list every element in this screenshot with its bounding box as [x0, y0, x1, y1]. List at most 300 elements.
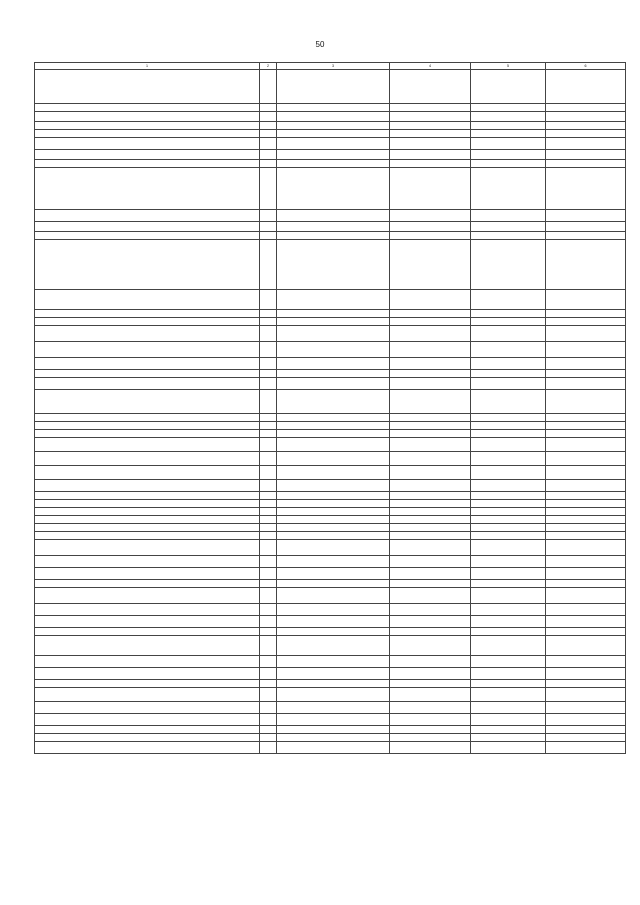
table-row: [35, 390, 626, 414]
table-cell-col-6: [546, 222, 626, 232]
table-cell-col-6: [546, 556, 626, 568]
table-cell-col-3: [277, 588, 390, 604]
table-cell-col-5: [471, 556, 546, 568]
table-cell-col-3: [277, 378, 390, 390]
table-cell-col-3: [277, 656, 390, 668]
table-cell-col-3: [277, 222, 390, 232]
table-cell-col-1: [35, 112, 260, 122]
header-cell-4: 4: [390, 63, 471, 70]
table-cell-col-5: [471, 714, 546, 726]
table-cell-col-4: [390, 160, 471, 168]
table-cell-col-3: [277, 702, 390, 714]
table-cell-col-5: [471, 122, 546, 130]
table-cell-col-3: [277, 452, 390, 466]
table-row: [35, 112, 626, 122]
table-cell-col-5: [471, 240, 546, 290]
table-cell-col-4: [390, 130, 471, 138]
table-row: [35, 318, 626, 326]
table-row: [35, 422, 626, 430]
table-cell-col-1: [35, 734, 260, 742]
table-cell-col-5: [471, 130, 546, 138]
table-cell-col-6: [546, 628, 626, 636]
table-cell-col-5: [471, 588, 546, 604]
table-cell-col-5: [471, 438, 546, 452]
table-cell-col-4: [390, 568, 471, 580]
table-cell-col-5: [471, 524, 546, 532]
table-cell-col-4: [390, 524, 471, 532]
table-cell-col-3: [277, 160, 390, 168]
table-row: [35, 616, 626, 628]
table-cell-col-3: [277, 290, 390, 310]
table-row: [35, 524, 626, 532]
table-cell-col-5: [471, 726, 546, 734]
table-cell-col-6: [546, 616, 626, 628]
table-cell-col-3: [277, 112, 390, 122]
table-cell-col-1: [35, 318, 260, 326]
table-cell-col-5: [471, 616, 546, 628]
table-cell-col-4: [390, 290, 471, 310]
table-cell-col-4: [390, 742, 471, 754]
table-cell-col-3: [277, 104, 390, 112]
table-cell-col-5: [471, 414, 546, 422]
table-row: [35, 604, 626, 616]
table-cell-col-6: [546, 342, 626, 358]
table-cell-col-1: [35, 342, 260, 358]
table-cell-col-4: [390, 240, 471, 290]
table-cell-col-1: [35, 556, 260, 568]
table-cell-col-6: [546, 358, 626, 370]
table-cell-col-6: [546, 310, 626, 318]
table-cell-col-2: [260, 656, 277, 668]
table-cell-col-6: [546, 160, 626, 168]
table-cell-col-5: [471, 378, 546, 390]
table-cell-col-2: [260, 516, 277, 524]
table-cell-col-3: [277, 628, 390, 636]
table-cell-col-6: [546, 500, 626, 508]
table-cell-col-2: [260, 532, 277, 540]
table-row: [35, 656, 626, 668]
table-cell-col-4: [390, 628, 471, 636]
table-cell-col-5: [471, 310, 546, 318]
table-cell-col-3: [277, 714, 390, 726]
table-cell-col-6: [546, 452, 626, 466]
table-cell-col-5: [471, 422, 546, 430]
table-cell-col-3: [277, 438, 390, 452]
table-cell-col-4: [390, 122, 471, 130]
table-cell-col-6: [546, 112, 626, 122]
table-cell-col-1: [35, 688, 260, 702]
table-cell-col-3: [277, 500, 390, 508]
table-cell-col-1: [35, 492, 260, 500]
table-row: [35, 500, 626, 508]
table-cell-col-1: [35, 430, 260, 438]
table-cell-col-2: [260, 480, 277, 492]
table-cell-col-1: [35, 480, 260, 492]
table-cell-col-3: [277, 556, 390, 568]
table-cell-col-2: [260, 150, 277, 160]
table-row: [35, 240, 626, 290]
table-cell-col-5: [471, 628, 546, 636]
table-cell-col-5: [471, 480, 546, 492]
table-cell-col-6: [546, 532, 626, 540]
table-cell-col-4: [390, 168, 471, 210]
table-cell-col-5: [471, 702, 546, 714]
table-cell-col-1: [35, 452, 260, 466]
table-cell-col-2: [260, 540, 277, 556]
budget-table: [34, 62, 626, 754]
table-row: [35, 714, 626, 726]
table-cell-col-5: [471, 656, 546, 668]
table-cell-col-1: [35, 714, 260, 726]
table-cell-col-6: [546, 370, 626, 378]
table-cell-col-6: [546, 580, 626, 588]
table-cell-col-5: [471, 358, 546, 370]
table-cell-col-5: [471, 668, 546, 680]
table-row: [35, 636, 626, 656]
table-cell-col-2: [260, 588, 277, 604]
table-cell-col-4: [390, 604, 471, 616]
table-cell-col-6: [546, 240, 626, 290]
table-row: [35, 726, 626, 734]
table-cell-col-1: [35, 130, 260, 138]
table-cell-col-3: [277, 540, 390, 556]
table-row: [35, 138, 626, 150]
table-row: [35, 150, 626, 160]
table-cell-col-1: [35, 232, 260, 240]
table-cell-col-2: [260, 112, 277, 122]
table-cell-col-6: [546, 422, 626, 430]
table-cell-col-5: [471, 540, 546, 556]
table-cell-col-5: [471, 734, 546, 742]
table-cell-col-6: [546, 668, 626, 680]
table-cell-col-2: [260, 500, 277, 508]
table-cell-col-3: [277, 210, 390, 222]
table-cell-col-2: [260, 688, 277, 702]
table-cell-col-6: [546, 466, 626, 480]
table-cell-col-4: [390, 492, 471, 500]
table-cell-col-4: [390, 438, 471, 452]
table-cell-col-1: [35, 604, 260, 616]
table-cell-col-4: [390, 326, 471, 342]
header-cell-3: 3: [277, 63, 390, 70]
table-cell-col-4: [390, 210, 471, 222]
table-row: [35, 492, 626, 500]
table-cell-col-3: [277, 726, 390, 734]
table-cell-col-4: [390, 714, 471, 726]
table-cell-col-2: [260, 668, 277, 680]
table-cell-col-1: [35, 668, 260, 680]
table-cell-col-1: [35, 540, 260, 556]
table-cell-col-5: [471, 150, 546, 160]
table-cell-col-4: [390, 422, 471, 430]
table-cell-col-4: [390, 232, 471, 240]
table-cell-col-5: [471, 232, 546, 240]
table-cell-col-4: [390, 726, 471, 734]
table-cell-col-5: [471, 70, 546, 104]
table-cell-col-1: [35, 358, 260, 370]
table-cell-col-6: [546, 636, 626, 656]
table-cell-col-2: [260, 714, 277, 726]
table-cell-col-6: [546, 702, 626, 714]
table-cell-col-6: [546, 168, 626, 210]
table-cell-col-2: [260, 138, 277, 150]
table-cell-col-2: [260, 160, 277, 168]
table-cell-col-1: [35, 628, 260, 636]
table-cell-col-3: [277, 130, 390, 138]
table-cell-col-4: [390, 516, 471, 524]
table-cell-col-4: [390, 540, 471, 556]
table-cell-col-5: [471, 222, 546, 232]
table-cell-col-1: [35, 422, 260, 430]
table-row: [35, 702, 626, 714]
table-cell-col-4: [390, 342, 471, 358]
table-cell-col-4: [390, 588, 471, 604]
table-row: [35, 104, 626, 112]
table-cell-col-2: [260, 452, 277, 466]
table-cell-col-6: [546, 540, 626, 556]
table-cell-col-6: [546, 480, 626, 492]
table-cell-col-4: [390, 636, 471, 656]
table-cell-col-2: [260, 210, 277, 222]
table-cell-col-4: [390, 310, 471, 318]
table-cell-col-2: [260, 318, 277, 326]
table-cell-col-1: [35, 636, 260, 656]
table-cell-col-3: [277, 742, 390, 754]
table-row: [35, 70, 626, 104]
table-cell-col-4: [390, 616, 471, 628]
table-cell-col-5: [471, 636, 546, 656]
table-cell-col-1: [35, 656, 260, 668]
table-row: [35, 326, 626, 342]
table-cell-col-6: [546, 604, 626, 616]
table-row: [35, 222, 626, 232]
budget-table-body: [35, 63, 626, 754]
table-cell-col-1: [35, 370, 260, 378]
table-cell-col-2: [260, 422, 277, 430]
table-cell-col-2: [260, 130, 277, 138]
table-cell-col-3: [277, 240, 390, 290]
table-row: [35, 480, 626, 492]
table-cell-col-1: [35, 438, 260, 452]
table-cell-col-4: [390, 378, 471, 390]
table-row: [35, 370, 626, 378]
table-cell-col-6: [546, 390, 626, 414]
table-cell-col-1: [35, 702, 260, 714]
table-cell-col-5: [471, 138, 546, 150]
table-cell-col-3: [277, 310, 390, 318]
table-cell-col-6: [546, 734, 626, 742]
table-cell-col-4: [390, 370, 471, 378]
table-cell-col-2: [260, 466, 277, 480]
table-row: [35, 210, 626, 222]
table-row: [35, 466, 626, 480]
table-cell-col-1: [35, 616, 260, 628]
table-cell-col-6: [546, 290, 626, 310]
table-cell-col-1: [35, 588, 260, 604]
table-cell-col-5: [471, 508, 546, 516]
table-cell-col-2: [260, 378, 277, 390]
table-cell-col-2: [260, 310, 277, 318]
table-cell-col-2: [260, 370, 277, 378]
table-cell-col-3: [277, 414, 390, 422]
table-cell-col-6: [546, 430, 626, 438]
table-cell-col-6: [546, 326, 626, 342]
table-cell-col-6: [546, 742, 626, 754]
table-cell-col-3: [277, 232, 390, 240]
table-row: [35, 742, 626, 754]
table-row: [35, 130, 626, 138]
table-cell-col-3: [277, 70, 390, 104]
table-cell-col-4: [390, 556, 471, 568]
table-cell-col-2: [260, 568, 277, 580]
table-row: [35, 588, 626, 604]
table-cell-col-1: [35, 138, 260, 150]
table-cell-col-4: [390, 466, 471, 480]
table-cell-col-6: [546, 138, 626, 150]
table-cell-col-3: [277, 150, 390, 160]
table-cell-col-5: [471, 168, 546, 210]
table-cell-col-1: [35, 150, 260, 160]
table-cell-col-5: [471, 210, 546, 222]
table-row: [35, 568, 626, 580]
table-cell-col-5: [471, 568, 546, 580]
table-cell-col-6: [546, 656, 626, 668]
table-cell-col-3: [277, 318, 390, 326]
table-row: [35, 310, 626, 318]
table-row: [35, 290, 626, 310]
table-cell-col-3: [277, 326, 390, 342]
table-cell-col-2: [260, 492, 277, 500]
table-cell-col-1: [35, 508, 260, 516]
table-cell-col-2: [260, 438, 277, 452]
table-cell-col-5: [471, 532, 546, 540]
table-cell-col-1: [35, 726, 260, 734]
table-cell-col-2: [260, 326, 277, 342]
table-cell-col-3: [277, 138, 390, 150]
table-cell-col-4: [390, 104, 471, 112]
table-cell-col-2: [260, 358, 277, 370]
table-cell-col-4: [390, 480, 471, 492]
table-cell-col-4: [390, 70, 471, 104]
table-cell-col-1: [35, 414, 260, 422]
table-cell-col-6: [546, 438, 626, 452]
table-cell-col-6: [546, 70, 626, 104]
table-cell-col-3: [277, 580, 390, 588]
table-cell-col-5: [471, 492, 546, 500]
table-cell-col-6: [546, 232, 626, 240]
table-cell-col-3: [277, 734, 390, 742]
table-cell-col-6: [546, 210, 626, 222]
table-cell-col-6: [546, 680, 626, 688]
table-cell-col-6: [546, 318, 626, 326]
table-row: [35, 430, 626, 438]
table-cell-col-4: [390, 680, 471, 688]
table-cell-col-1: [35, 390, 260, 414]
table-cell-col-2: [260, 742, 277, 754]
table-row: [35, 580, 626, 588]
table-cell-col-6: [546, 714, 626, 726]
table-cell-col-5: [471, 342, 546, 358]
table-cell-col-2: [260, 232, 277, 240]
table-cell-col-2: [260, 342, 277, 358]
table-row: [35, 688, 626, 702]
table-cell-col-5: [471, 688, 546, 702]
table-cell-col-4: [390, 656, 471, 668]
table-cell-col-5: [471, 580, 546, 588]
table-cell-col-2: [260, 240, 277, 290]
table-cell-col-5: [471, 466, 546, 480]
table-row: [35, 680, 626, 688]
table-cell-col-6: [546, 588, 626, 604]
table-cell-col-6: [546, 726, 626, 734]
table-cell-col-4: [390, 452, 471, 466]
table-cell-col-4: [390, 318, 471, 326]
table-row: [35, 508, 626, 516]
table-cell-col-1: [35, 210, 260, 222]
header-cell-6: 6: [546, 63, 626, 70]
table-cell-col-5: [471, 500, 546, 508]
table-cell-col-2: [260, 702, 277, 714]
table-cell-col-1: [35, 568, 260, 580]
table-row: [35, 232, 626, 240]
table-cell-col-5: [471, 430, 546, 438]
table-cell-col-4: [390, 358, 471, 370]
table-row: [35, 378, 626, 390]
table-row: [35, 122, 626, 130]
table-cell-col-2: [260, 430, 277, 438]
table-row: [35, 414, 626, 422]
table-cell-col-1: [35, 500, 260, 508]
header-cell-5: 5: [471, 63, 546, 70]
table-cell-col-4: [390, 668, 471, 680]
table-cell-col-6: [546, 688, 626, 702]
table-cell-col-1: [35, 168, 260, 210]
table-cell-col-4: [390, 112, 471, 122]
table-cell-col-2: [260, 414, 277, 422]
table-cell-col-6: [546, 378, 626, 390]
table-cell-col-1: [35, 516, 260, 524]
table-cell-col-2: [260, 726, 277, 734]
table-cell-col-1: [35, 378, 260, 390]
table-row: [35, 452, 626, 466]
table-cell-col-1: [35, 122, 260, 130]
table-cell-col-4: [390, 508, 471, 516]
table-row: [35, 168, 626, 210]
table-cell-col-1: [35, 70, 260, 104]
table-cell-col-1: [35, 160, 260, 168]
table-cell-col-3: [277, 568, 390, 580]
table-cell-col-2: [260, 628, 277, 636]
table-cell-col-3: [277, 516, 390, 524]
table-cell-col-3: [277, 616, 390, 628]
table-cell-col-4: [390, 580, 471, 588]
table-cell-col-6: [546, 516, 626, 524]
table-cell-col-2: [260, 390, 277, 414]
table-cell-col-5: [471, 326, 546, 342]
table-cell-col-1: [35, 326, 260, 342]
table-cell-col-6: [546, 568, 626, 580]
table-cell-col-4: [390, 390, 471, 414]
table-cell-col-2: [260, 524, 277, 532]
table-cell-col-6: [546, 104, 626, 112]
table-row: [35, 540, 626, 556]
table-cell-col-3: [277, 524, 390, 532]
table-cell-col-5: [471, 742, 546, 754]
table-cell-col-4: [390, 532, 471, 540]
table-cell-col-2: [260, 508, 277, 516]
table-cell-col-1: [35, 680, 260, 688]
table-cell-col-3: [277, 342, 390, 358]
